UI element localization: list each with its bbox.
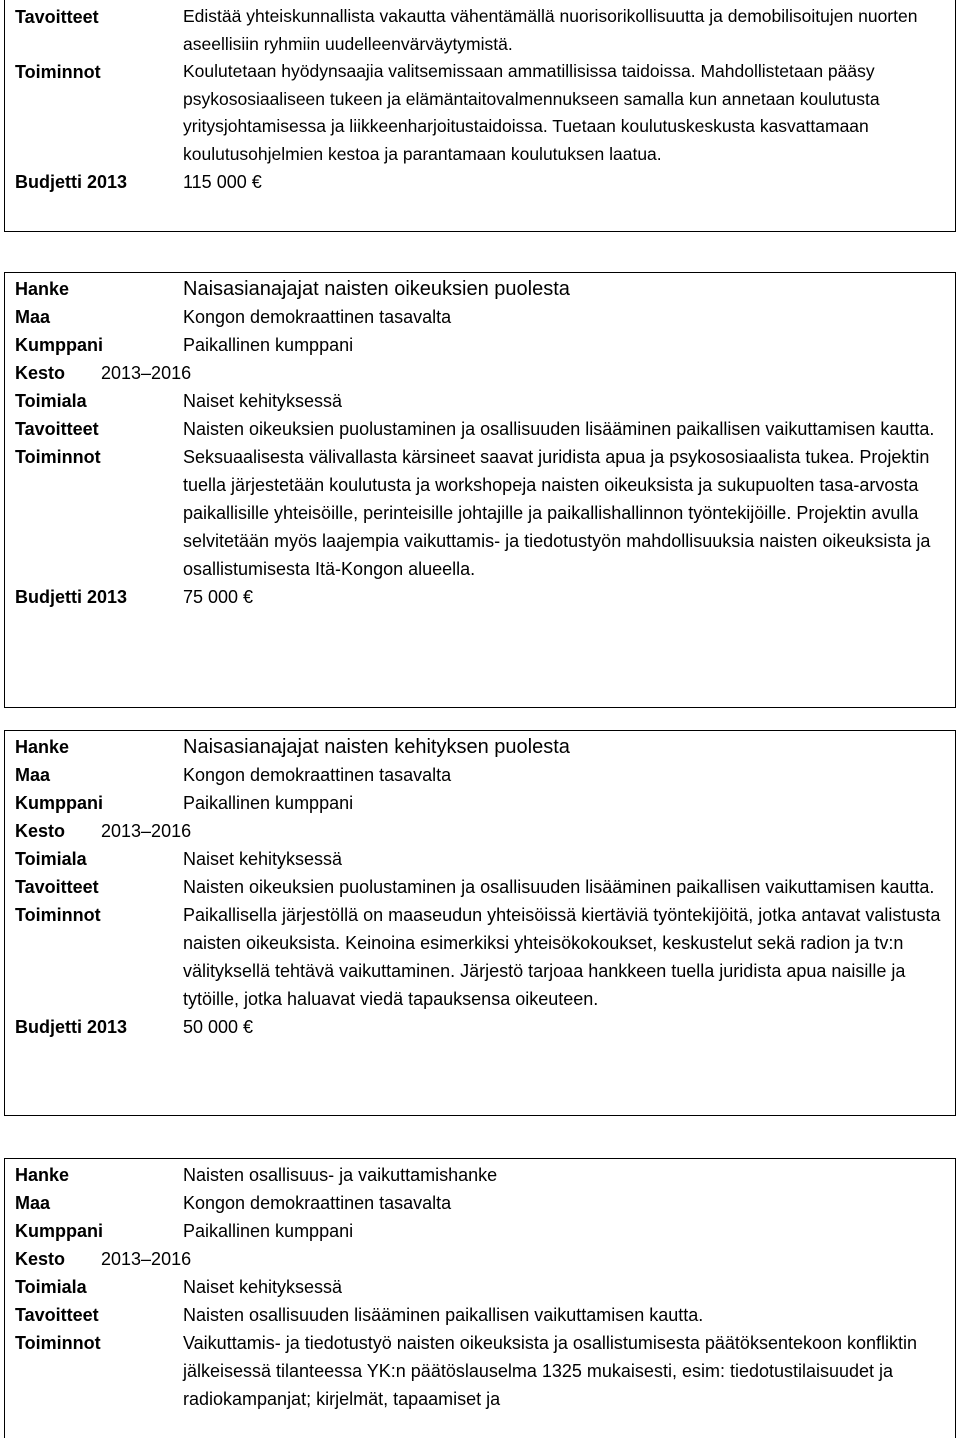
hanke-label: Hanke xyxy=(15,1165,70,1185)
toimiala-value: Naiset kehityksessä xyxy=(183,391,343,411)
budjetti-label: Budjetti 2013 xyxy=(15,1017,128,1037)
hanke-label: Hanke xyxy=(15,279,70,299)
toiminnot-text: Seksuaalisesta välivallasta kärsineet saavat juridista apua ja psykososiaalista tukea. Projektin tuella järjestetään koulutusta ja workshopeja naisten oikeuksista ja sukupuolten tasa-arvosta paikallisille yhteisöille, perinteisille johtajille ja paikallishallinnon työntekijöille. Projektin avulla selvitetään myös laajempia vaikuttamis- ja tiedotustyön mahdollisuuksia naisten oikeuksista ja osallistumisesta Itä-Kongon alueella. xyxy=(183,447,931,579)
kumppani-row xyxy=(5,789,955,817)
tavoitteet-row xyxy=(5,415,955,443)
budjetti-value: 115 000 € xyxy=(183,172,262,192)
maa-label: Maa xyxy=(15,765,51,785)
hanke-value: Naisten osallisuus- ja vaikuttamishanke xyxy=(183,1165,498,1185)
toimiala-label: Toimiala xyxy=(15,1277,87,1297)
kumppani-row xyxy=(5,1217,955,1245)
tavoitteet-label: Tavoitteet xyxy=(15,1305,99,1325)
toiminnot-text: Koulutetaan hyödynsaajia valitsemissaan ammatillisissa taidoissa. Mahdollistetaan pääsy psykososiaaliseen tukeen ja elämäntaitovalmennukseen samalla kun annetaan koulutusta yritysjohtamisessa ja liikkeenharjoitustaidoissa. Tuetaan koulutuskeskusta kasvattamaan koulutusohjelmien kestoa ja parantamaan koulutuksen laatua. xyxy=(183,61,880,164)
kesto-value: 2013–2016 xyxy=(101,821,192,841)
toiminnot-row xyxy=(5,901,955,1013)
hanke-value: Naisasianajajat naisten kehityksen puolesta xyxy=(183,736,570,758)
kesto-row xyxy=(5,359,955,387)
tavoitteet-row xyxy=(5,1301,955,1329)
kumppani-label: Kumppani xyxy=(15,793,103,813)
maa-label: Maa xyxy=(15,1193,51,1213)
toiminnot-row xyxy=(5,1329,955,1413)
toiminnot-row xyxy=(5,443,955,583)
project-block-0 xyxy=(4,0,956,232)
budjetti-row xyxy=(5,168,955,196)
hanke-row xyxy=(5,275,955,303)
tavoitteet-label: Tavoitteet xyxy=(15,877,99,897)
toimiala-value: Naiset kehityksessä xyxy=(183,1277,343,1297)
kumppani-label: Kumppani xyxy=(15,1221,103,1241)
budjetti-label: Budjetti 2013 xyxy=(15,172,128,192)
kumppani-label: Kumppani xyxy=(15,335,103,355)
project-block-1 xyxy=(4,272,956,708)
budjetti-value: 75 000 € xyxy=(183,587,254,607)
toimiala-value: Naiset kehityksessä xyxy=(183,849,343,869)
toimiala-label: Toimiala xyxy=(15,849,87,869)
hanke-row xyxy=(5,1161,955,1189)
toimiala-row xyxy=(5,387,955,415)
kesto-value: 2013–2016 xyxy=(101,363,192,383)
tavoitteet-text: Naisten oikeuksien puolustaminen ja osallisuuden lisääminen paikallisen vaikuttamisen kautta. xyxy=(183,877,935,897)
hanke-row xyxy=(5,733,955,761)
toiminnot-label: Toiminnot xyxy=(15,62,101,82)
kesto-value: 2013–2016 xyxy=(101,1249,192,1269)
maa-value: Kongon demokraattinen tasavalta xyxy=(183,307,452,327)
toimiala-row xyxy=(5,1273,955,1301)
tavoitteet-label: Tavoitteet xyxy=(15,7,99,27)
tavoitteet-label: Tavoitteet xyxy=(15,419,99,439)
hanke-label: Hanke xyxy=(15,737,70,757)
toimiala-row xyxy=(5,845,955,873)
tavoitteet-text: Naisten osallisuuden lisääminen paikallisen vaikuttamisen kautta. xyxy=(183,1305,704,1325)
maa-row xyxy=(5,761,955,789)
kesto-label: Kesto xyxy=(15,1249,66,1269)
kumppani-value: Paikallinen kumppani xyxy=(183,335,354,355)
toiminnot-row xyxy=(5,58,955,168)
kumppani-value: Paikallinen kumppani xyxy=(183,793,354,813)
toiminnot-label: Toiminnot xyxy=(15,447,101,467)
toiminnot-text: Paikallisella järjestöllä on maaseudun yhteisöissä kiertäviä työntekijöitä, jotka antavat valistusta naisten oikeuksista. Keinoina esimerkiksi yhteisökokoukset, keskustelut sekä radion ja tv:n välityksellä tehtävä vaikuttaminen. Järjestö tarjoaa hankkeen tuella juridista apua naisille ja tytöille, jotka haluavat viedä tapauksensa oikeuteen. xyxy=(183,905,941,1009)
maa-value: Kongon demokraattinen tasavalta xyxy=(183,765,452,785)
toiminnot-label: Toiminnot xyxy=(15,905,101,925)
maa-row xyxy=(5,303,955,331)
toimiala-label: Toimiala xyxy=(15,391,87,411)
toiminnot-text: Vaikuttamis- ja tiedotustyö naisten oikeuksista ja osallistumisesta päätöksentekoon konfliktin jälkeisessä tilanteessa YK:n päätöslauselma 1325 mukaisesti, esim: tiedotustilaisuudet ja radiokampanjat; kirjelmät, tapaamiset ja xyxy=(183,1333,918,1409)
kumppani-value: Paikallinen kumppani xyxy=(183,1221,354,1241)
tavoitteet-text: Edistää yhteiskunnallista vakautta vähentämällä nuorisorikollisuutta ja demobilisoitujen nuorten aseellisiin ryhmiin uudelleenvärväytymistä. xyxy=(183,6,918,54)
maa-label: Maa xyxy=(15,307,51,327)
project-block-3 xyxy=(4,1158,956,1438)
budjetti-label: Budjetti 2013 xyxy=(15,587,128,607)
budjetti-row xyxy=(5,583,955,611)
toiminnot-label: Toiminnot xyxy=(15,1333,101,1353)
tavoitteet-text: Naisten oikeuksien puolustaminen ja osallisuuden lisääminen paikallisen vaikuttamisen kautta. xyxy=(183,419,935,439)
maa-value: Kongon demokraattinen tasavalta xyxy=(183,1193,452,1213)
kesto-label: Kesto xyxy=(15,363,66,383)
kesto-row xyxy=(5,1245,955,1273)
budjetti-row xyxy=(5,1013,955,1041)
budjetti-value: 50 000 € xyxy=(183,1017,254,1037)
tavoitteet-row xyxy=(5,873,955,901)
tavoitteet-row xyxy=(5,3,955,58)
hanke-value: Naisasianajajat naisten oikeuksien puolesta xyxy=(183,278,570,300)
project-block-2 xyxy=(4,730,956,1116)
kumppani-row xyxy=(5,331,955,359)
kesto-row xyxy=(5,817,955,845)
maa-row xyxy=(5,1189,955,1217)
kesto-label: Kesto xyxy=(15,821,66,841)
